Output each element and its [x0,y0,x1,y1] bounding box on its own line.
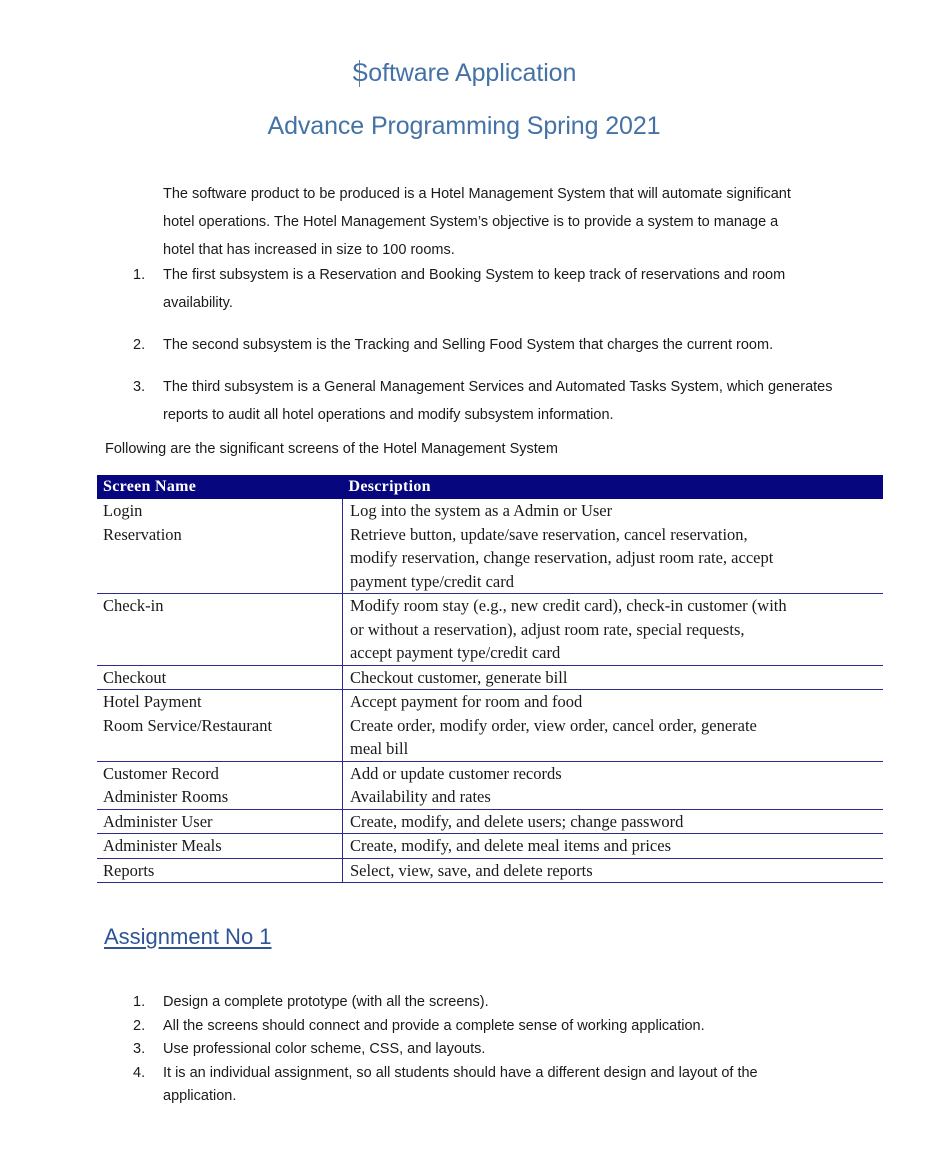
list-item [133,1038,833,1062]
description-line: payment type/credit card [349,571,514,591]
table-row [97,499,883,523]
list-item [133,1015,833,1039]
document-title-line-2: Advance Programming Spring 2021 [267,112,661,140]
column-header-screen-name: Screen Name [103,478,197,495]
list-item-text: Use professional color scheme, CSS, and layouts. [163,1041,486,1057]
table-row [97,690,883,714]
assignment-heading: Assignment No 1 [104,924,272,949]
description-line: modify reservation, change reservation, adjust room rate, accept [349,548,774,567]
cell-description: Accept payment for room and food [349,692,583,711]
cell-screen-name: Reservation [97,523,342,594]
list-item-text: The third subsystem is a General Management Services and Automated Tasks System, which generates reports to audit all hotel operations and modify subsystem information. [163,379,833,423]
description-line: or without a reservation), adjust room rate, special requests, [349,619,745,639]
assignment-list [133,991,833,1109]
cell-screen-name: Checkout [97,665,342,690]
list-item [133,373,833,429]
column-header-description: Description [348,478,431,495]
description-line: Create order, modify order, view order, cancel order, generate [349,715,757,735]
cell-screen-name: Check-in [97,594,342,666]
table-row [97,858,883,883]
intro-paragraph: The software product to be produced is a Hotel Management System that will automate significant hotel operations. The Hotel Management System’s objective is to provide a system to manage a hotel that has increased in size to 100 rooms. [163,186,791,258]
list-item-text: It is an individual assignment, so all students should have a different design and layout of the application. [163,1064,758,1104]
list-item [133,991,833,1015]
cell-description: Select, view, save, and delete reports [342,858,883,883]
cell-screen-name: Administer Meals [97,834,342,859]
cell-screen-name: Administer Rooms [97,785,342,809]
cell-description [342,594,883,666]
list-item-text: The second subsystem is the Tracking and Selling Food System that charges the current room. [163,337,774,353]
cell-screen-name: Login [97,499,342,523]
list-marker: 4. [133,1064,146,1081]
description-line: Modify room stay (e.g., new credit card), check-in customer (with [349,596,787,615]
table-row [97,761,883,785]
table-row [97,834,883,859]
cell-screen-name: Customer Record [97,761,342,785]
cell-screen-name: Reports [97,858,342,883]
cell-description: Add or update customer records [349,763,562,783]
list-item-text: All the screens should connect and provide a complete sense of working application. [163,1017,705,1034]
list-item [133,261,833,317]
list-item [133,331,833,359]
list-item-text: The first subsystem is a Reservation and Booking System to keep track of reservations and room availability. [163,267,786,311]
list-marker: 2. [133,1017,146,1034]
table-row [97,785,883,809]
cell-description: Create, modify, and delete meal items and prices [342,834,883,859]
list-marker: 1. [133,994,146,1010]
cell-screen-name: Hotel Payment [97,690,342,714]
description-line: accept payment type/credit card [349,643,561,662]
list-marker: 2. [133,337,146,353]
description-line: meal bill [349,739,409,758]
cell-description [342,523,883,594]
document-title-line-1: Software Application [351,59,577,87]
table-row [97,714,883,762]
cell-screen-name: Room Service/Restaurant [97,714,342,762]
cell-description: Availability and rates [342,785,883,809]
table-row [97,665,883,690]
cell-description: Create, modify, and delete users; change password [342,809,883,834]
list-item [133,1062,833,1109]
table-row [97,809,883,834]
table-header-row [97,475,883,499]
cell-description: Log into the system as a Admin or User [349,501,613,520]
list-marker: 1. [133,267,146,283]
cell-screen-name: Administer User [97,809,342,834]
table-row [97,594,883,666]
table-row [97,523,883,594]
list-item-text: Design a complete prototype (with all the screens). [163,994,489,1010]
list-marker: 3. [133,379,146,395]
cell-description [342,714,883,762]
list-marker: 3. [133,1041,146,1057]
description-line: Retrieve button, update/save reservation, cancel reservation, [349,524,748,544]
cell-description: Checkout customer, generate bill [342,665,883,690]
table-intro-text: Following are the significant screens of the Hotel Management System [105,441,558,457]
screens-table [97,475,883,883]
subsystem-list [133,261,833,443]
